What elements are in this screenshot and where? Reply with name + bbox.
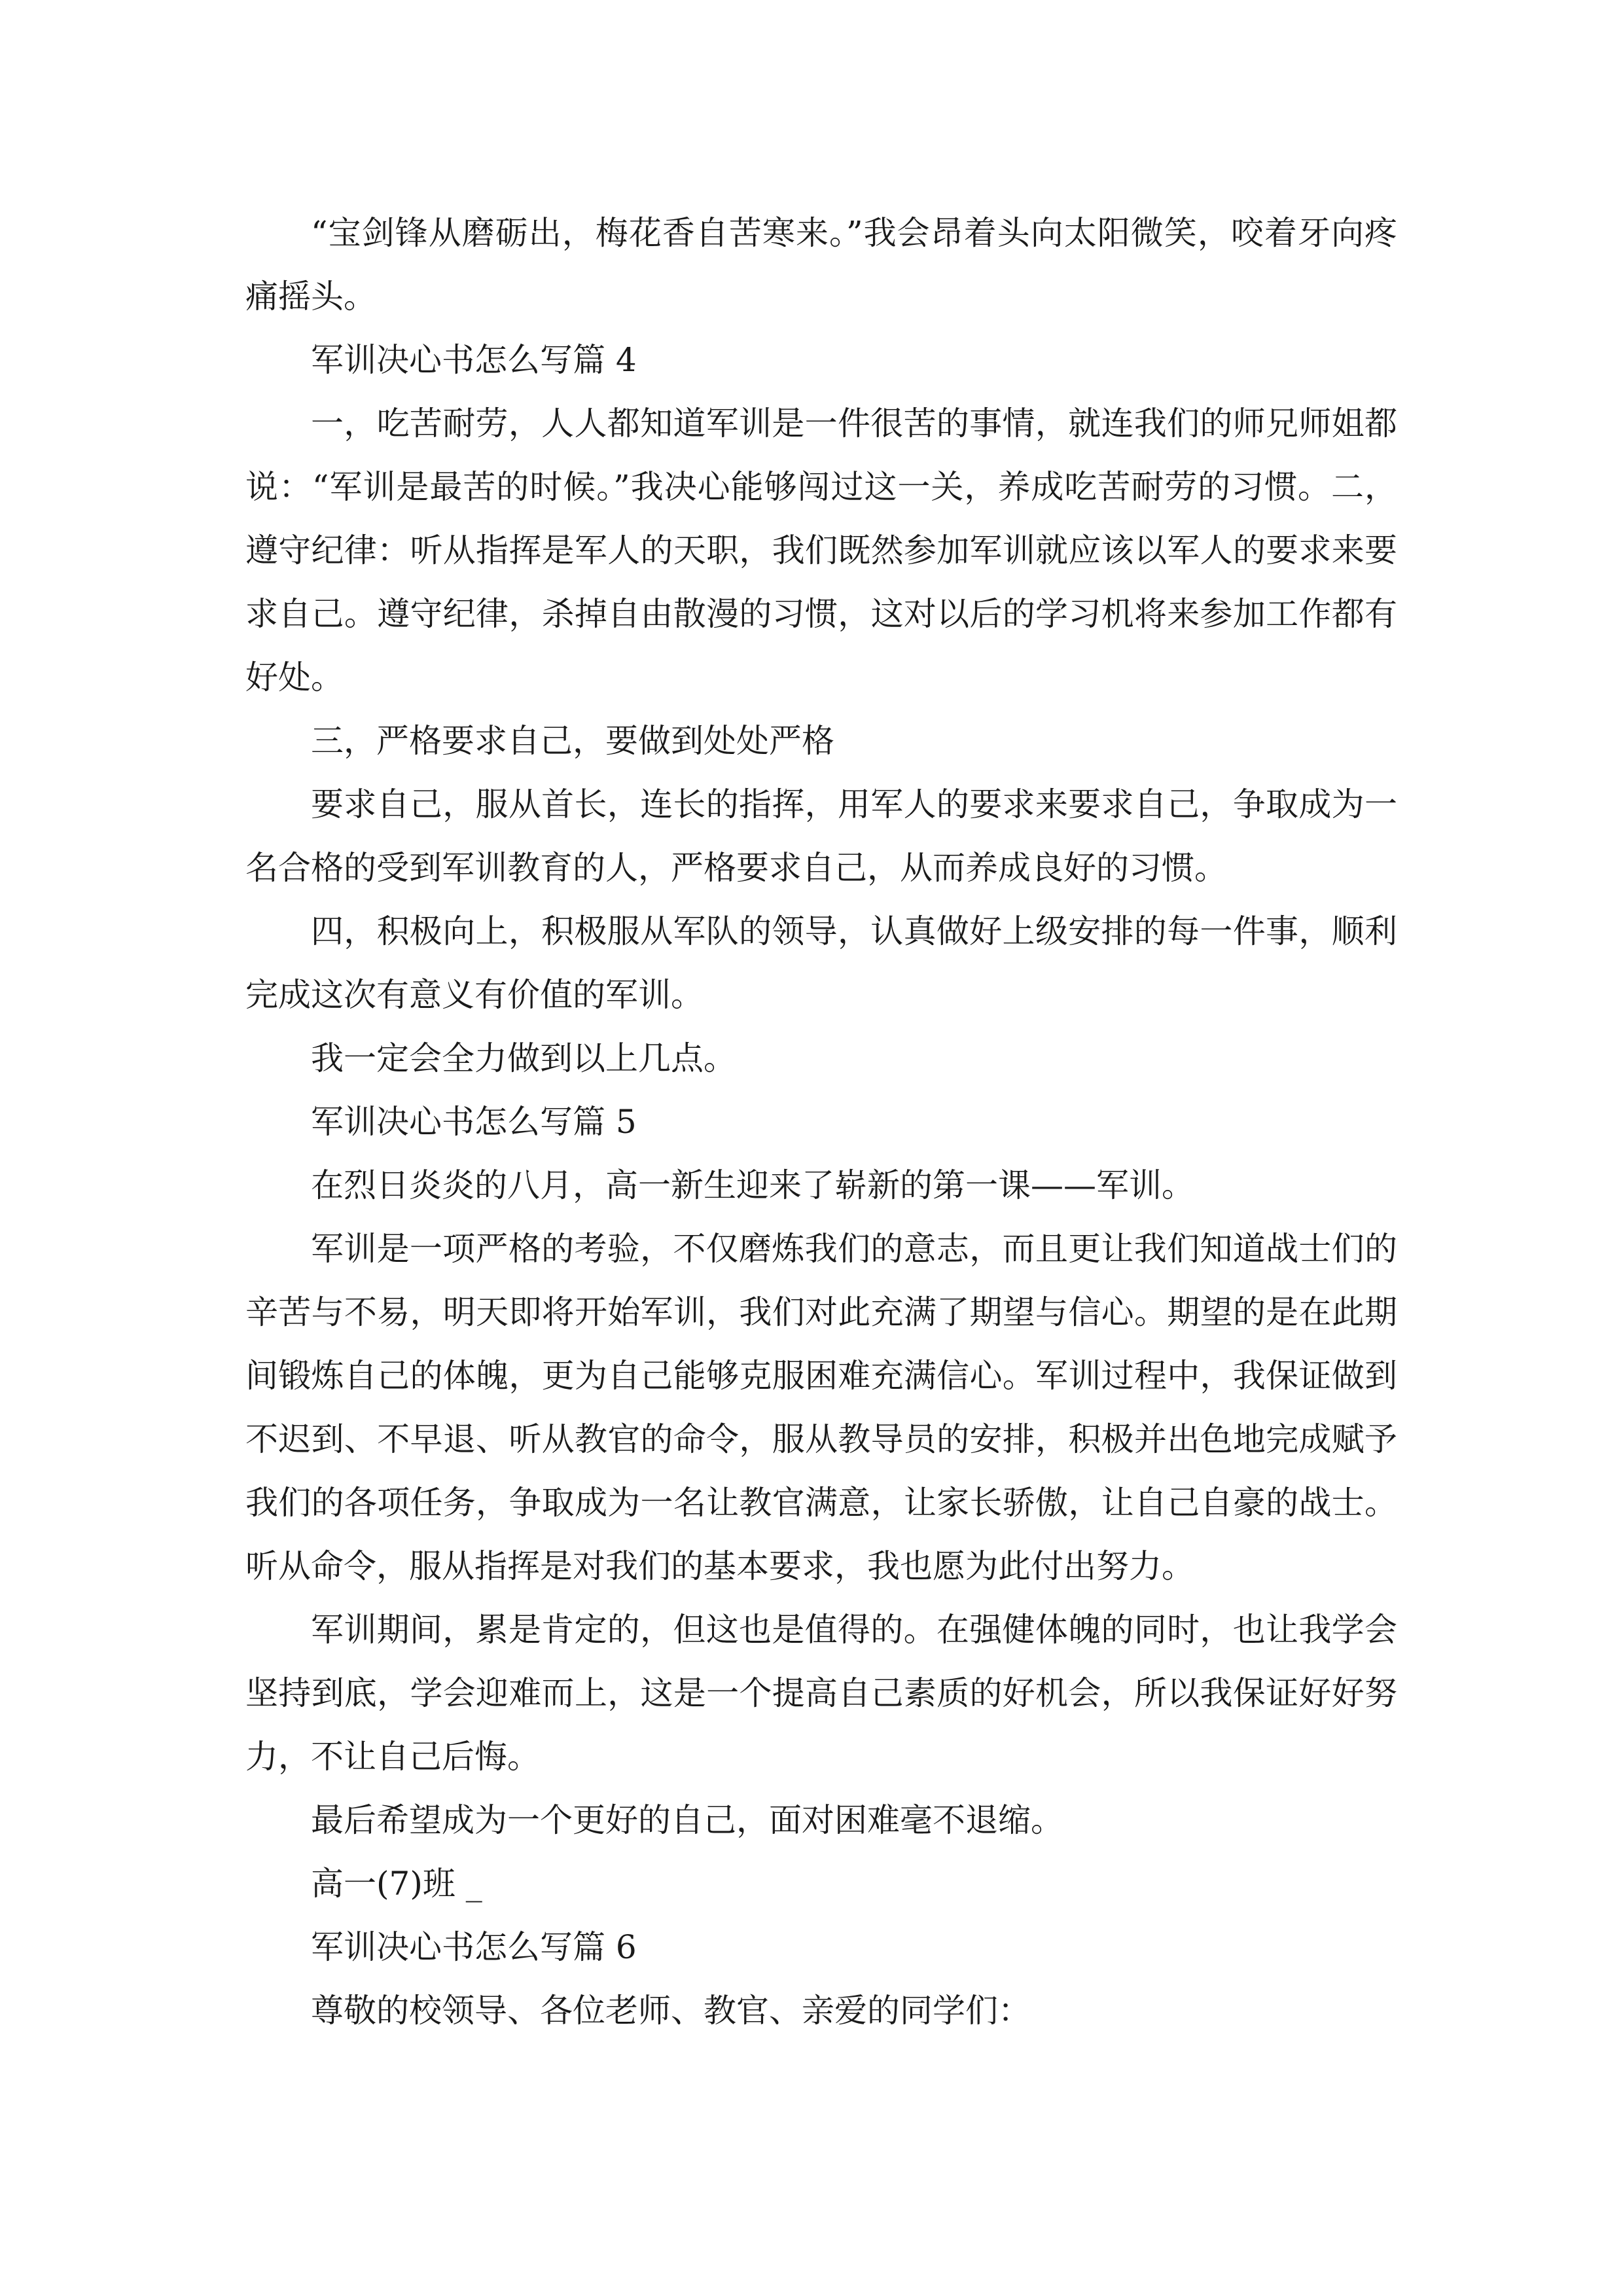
paragraph-point-three-detail: 要求自己，服从首长，连长的指挥，用军人的要求来要求自己，争取成为一名合格的受到军训教育的人，严格要求自己，从而养成良好的习惯。 [245, 785, 1397, 887]
paragraph-quote: “宝剑锋从磨砺出，梅花香自苦寒来。”我会昂着头向太阳微笑，咬着牙向疼痛摇头。 [245, 214, 1397, 315]
section-heading-6: 军训决心书怎么写篇 6 [311, 1928, 637, 1966]
section-heading-5: 军训决心书怎么写篇 5 [311, 1103, 637, 1141]
signature-class: 高一(7)班 _ [311, 1865, 482, 1903]
section-heading-4: 军训决心书怎么写篇 4 [311, 341, 637, 379]
paragraph-body-5: 军训是一项严格的考验，不仅磨炼我们的意志，而且更让我们知道战士们的辛苦与不易，明天即将开始军训，我们对此充满了期望与信心。期望的是在此期间锻炼自己的体魄，更为自己能够克服困难充满信心。军训过程中，我保证做到不迟到、不早退、听从教官的命令，服从教导员的安排，积极并出色地完成赋予我们的各项任务，争取成为一名让教官满意，让家长骄傲，让自己自豪的战士。听从命令，服从指挥是对我们的基本要求，我也愿为此付出努力。 [245, 1230, 1397, 1585]
document-body [245, 202, 1397, 2043]
paragraph-closing-5: 最后希望成为一个更好的自己，面对困难毫不退缩。 [311, 1801, 1063, 1839]
paragraph-salutation-6: 尊敬的校领导、各位老师、教官、亲爱的同学们： [311, 1992, 1031, 2030]
paragraph-closing-4: 我一定会全力做到以上几点。 [311, 1039, 736, 1077]
paragraph-point-three: 三，严格要求自己，要做到处处严格 [311, 722, 834, 760]
paragraph-point-four: 四，积极向上，积极服从军队的领导，认真做好上级安排的每一件事，顺利完成这次有意义有价值的军训。 [245, 912, 1397, 1014]
paragraph-intro-5: 在烈日炎炎的八月，高一新生迎来了崭新的第一课——军训。 [311, 1166, 1194, 1204]
paragraph-point-one-two: 一，吃苦耐劳，人人都知道军训是一件很苦的事情，就连我们的师兄师姐都说：“军训是最苦的时候。”我决心能够闯过这一关，养成吃苦耐劳的习惯。二，遵守纪律：听从指挥是军人的天职，我们既然参加军训就应该以军人的要求来要求自己。遵守纪律，杀掉自由散漫的习惯，这对以后的学习机将来参加工作都有好处。 [245, 404, 1397, 696]
paragraph-training-period: 军训期间，累是肯定的，但这也是值得的。在强健体魄的同时，也让我学会坚持到底，学会迎难而上，这是一个提高自己素质的好机会，所以我保证好好努力，不让自己后悔。 [245, 1611, 1397, 1776]
